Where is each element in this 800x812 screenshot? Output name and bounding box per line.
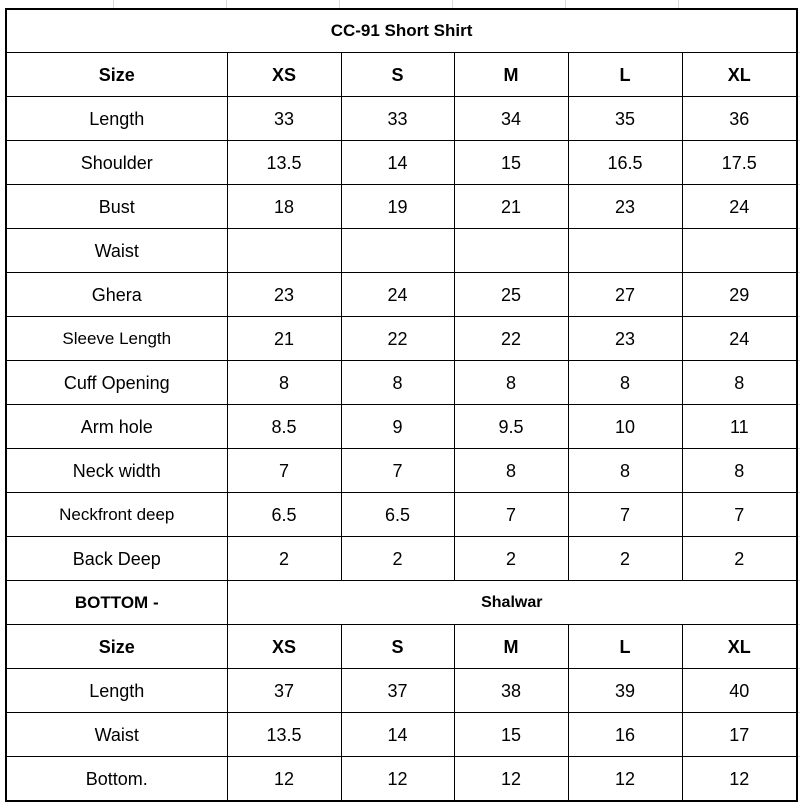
measurement-row — [6, 361, 797, 405]
measurement-label: Length — [6, 669, 227, 713]
chart-title: CC-91 Short Shirt — [6, 9, 797, 53]
measurement-value: 22 — [454, 317, 568, 361]
measurement-value: 14 — [341, 141, 454, 185]
measurement-label: Shoulder — [6, 141, 227, 185]
measurement-value: 37 — [227, 669, 341, 713]
measurement-value: 27 — [568, 273, 682, 317]
size-s-header: S — [341, 625, 454, 669]
measurement-row — [6, 97, 797, 141]
measurement-row — [6, 757, 797, 802]
size-xl-header: XL — [682, 53, 797, 97]
measurement-label: Neckfront deep — [6, 493, 227, 537]
measurement-value: 23 — [568, 317, 682, 361]
measurement-label: Arm hole — [6, 405, 227, 449]
measurement-value: 8 — [568, 449, 682, 493]
measurement-row — [6, 537, 797, 581]
measurement-value: 12 — [682, 757, 797, 802]
measurement-row — [6, 449, 797, 493]
measurement-value: 8 — [227, 361, 341, 405]
measurement-value: 29 — [682, 273, 797, 317]
measurement-label: Bust — [6, 185, 227, 229]
measurement-row — [6, 229, 797, 273]
measurement-value: 16 — [568, 713, 682, 757]
measurement-value: 37 — [341, 669, 454, 713]
measurement-value: 8 — [568, 361, 682, 405]
measurement-value: 7 — [682, 493, 797, 537]
measurement-row — [6, 185, 797, 229]
measurement-value: 7 — [341, 449, 454, 493]
measurement-value: 21 — [227, 317, 341, 361]
measurement-value: 19 — [341, 185, 454, 229]
measurement-value: 12 — [341, 757, 454, 802]
size-m-header: M — [454, 625, 568, 669]
measurement-value: 12 — [568, 757, 682, 802]
measurement-value: 2 — [682, 537, 797, 581]
size-s-header: S — [341, 53, 454, 97]
measurement-label: Cuff Opening — [6, 361, 227, 405]
measurement-row — [6, 317, 797, 361]
shirt-size-header-row — [6, 53, 797, 97]
measurement-value: 13.5 — [227, 141, 341, 185]
measurement-value: 38 — [454, 669, 568, 713]
measurement-value: 10 — [568, 405, 682, 449]
measurement-value: 36 — [682, 97, 797, 141]
measurement-value: 13.5 — [227, 713, 341, 757]
measurement-value: 24 — [682, 185, 797, 229]
measurement-value — [682, 229, 797, 273]
measurement-value: 14 — [341, 713, 454, 757]
measurement-value: 15 — [454, 141, 568, 185]
measurement-row — [6, 669, 797, 713]
measurement-value: 2 — [454, 537, 568, 581]
title-row — [6, 9, 797, 53]
measurement-value: 2 — [341, 537, 454, 581]
bottom-section-label: BOTTOM - — [6, 581, 227, 625]
measurement-value: 6.5 — [341, 493, 454, 537]
measurement-value: 40 — [682, 669, 797, 713]
size-header-cell: Size — [6, 625, 227, 669]
measurement-label: Bottom. — [6, 757, 227, 802]
measurement-value: 34 — [454, 97, 568, 141]
measurement-label: Waist — [6, 229, 227, 273]
measurement-value: 21 — [454, 185, 568, 229]
size-xs-header: XS — [227, 625, 341, 669]
measurement-value: 18 — [227, 185, 341, 229]
measurement-value: 33 — [341, 97, 454, 141]
measurement-value — [341, 229, 454, 273]
measurement-value: 7 — [454, 493, 568, 537]
measurement-value: 24 — [682, 317, 797, 361]
measurement-value: 7 — [568, 493, 682, 537]
measurement-value: 8 — [341, 361, 454, 405]
size-m-header: M — [454, 53, 568, 97]
size-xs-header: XS — [227, 53, 341, 97]
measurement-value: 25 — [454, 273, 568, 317]
size-xl-header: XL — [682, 625, 797, 669]
bottom-section-type: Shalwar — [227, 581, 797, 625]
measurement-label: Neck width — [6, 449, 227, 493]
measurement-value: 2 — [227, 537, 341, 581]
size-header-cell: Size — [6, 53, 227, 97]
size-l-header: L — [568, 625, 682, 669]
measurement-label: Length — [6, 97, 227, 141]
measurement-value: 7 — [227, 449, 341, 493]
bottom-size-header-row — [6, 625, 797, 669]
measurement-value: 23 — [568, 185, 682, 229]
measurement-value: 8 — [454, 449, 568, 493]
measurement-value: 39 — [568, 669, 682, 713]
size-l-header: L — [568, 53, 682, 97]
measurement-value — [227, 229, 341, 273]
measurement-value: 6.5 — [227, 493, 341, 537]
measurement-value: 11 — [682, 405, 797, 449]
measurement-value: 9.5 — [454, 405, 568, 449]
measurement-value: 17 — [682, 713, 797, 757]
measurement-value: 8 — [454, 361, 568, 405]
bottom-section-row — [6, 581, 797, 625]
measurement-value: 23 — [227, 273, 341, 317]
measurement-row — [6, 405, 797, 449]
measurement-label: Sleeve Length — [6, 317, 227, 361]
measurement-row — [6, 141, 797, 185]
size-chart-table — [5, 8, 798, 802]
measurement-value: 2 — [568, 537, 682, 581]
measurement-value: 12 — [454, 757, 568, 802]
measurement-value: 22 — [341, 317, 454, 361]
measurement-value: 8.5 — [227, 405, 341, 449]
measurement-value: 8 — [682, 449, 797, 493]
measurement-value: 24 — [341, 273, 454, 317]
measurement-value: 16.5 — [568, 141, 682, 185]
measurement-value — [454, 229, 568, 273]
measurement-value: 35 — [568, 97, 682, 141]
measurement-value: 9 — [341, 405, 454, 449]
measurement-value: 17.5 — [682, 141, 797, 185]
measurement-label: Ghera — [6, 273, 227, 317]
measurement-label: Waist — [6, 713, 227, 757]
measurement-row — [6, 493, 797, 537]
measurement-row — [6, 273, 797, 317]
measurement-label: Back Deep — [6, 537, 227, 581]
measurement-value: 12 — [227, 757, 341, 802]
measurement-value: 8 — [682, 361, 797, 405]
measurement-value: 33 — [227, 97, 341, 141]
measurement-row — [6, 713, 797, 757]
measurement-value — [568, 229, 682, 273]
measurement-value: 15 — [454, 713, 568, 757]
